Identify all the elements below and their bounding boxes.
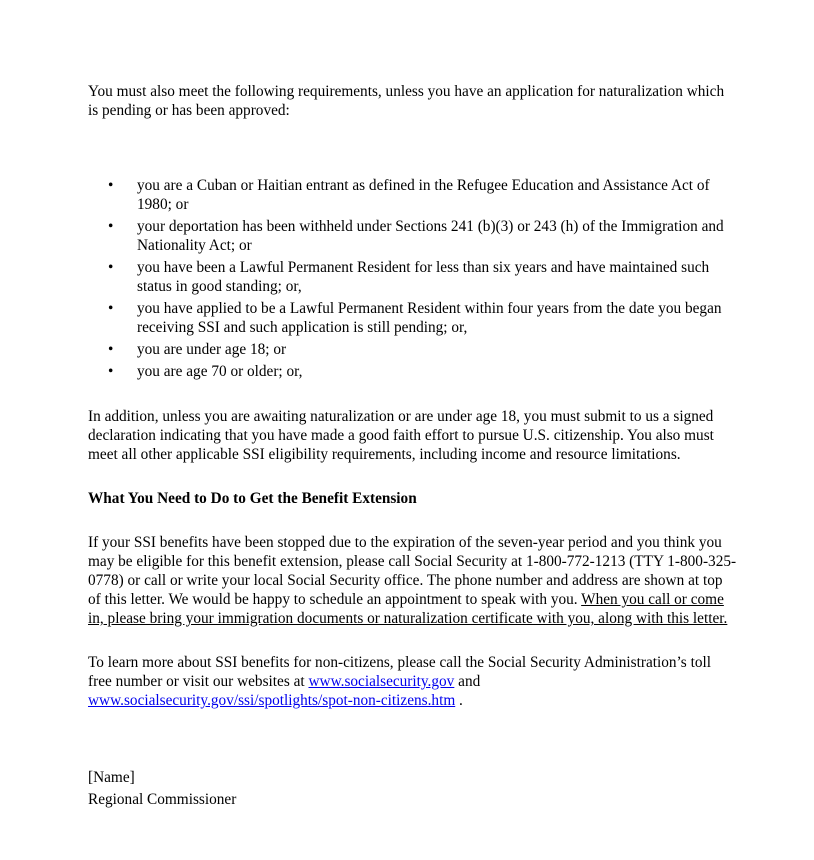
bullet-icon: •: [108, 177, 114, 194]
signer-title: Regional Commissioner: [88, 791, 237, 808]
requirements-list: [88, 176, 738, 381]
learn-more-paragraph: To learn more about SSI benefits for non-citizens, please call the Social Security Administration’s toll free number or visit our websites at www.socialsecurity.gov and www.socialsecurity.gov/ssi/spotlights/spot-non-citizens.htm .: [88, 654, 711, 709]
bullet-icon: •: [108, 259, 114, 276]
signature-block: [88, 767, 738, 811]
socialsecurity-link[interactable]: www.socialsecurity.gov: [308, 673, 455, 690]
section-heading: What You Need to Do to Get the Benefit Extension: [88, 490, 417, 507]
list-item: • you are under age 18; or: [108, 341, 287, 358]
underlined-instruction: When you call or come in, please bring your immigration documents or naturalization certificate with you, along with this letter.: [88, 591, 728, 627]
letter-page: [88, 82, 738, 811]
bullet-icon: •: [108, 218, 114, 235]
list-item: • you have been a Lawful Permanent Resident for less than six years and have maintained such status in good standing; or,: [108, 259, 710, 295]
instructions-paragraph: If your SSI benefits have been stopped due to the expiration of the seven-year period and you think you may be eligible for this benefit extension, please call Social Security at 1-800-772-1213 (TTY 1-800-325-0778) or call or write your local Social Security office. The phone number and address are shown at top of this letter. We would be happy to schedule an appointment to speak with you. When you call or come in, please bring your immigration documents or naturalization certificate with you, along with this letter.: [88, 534, 737, 627]
bullet-icon: •: [108, 363, 114, 380]
non-citizens-spotlight-link[interactable]: www.socialsecurity.gov/ssi/spotlights/spot-non-citizens.htm: [88, 692, 456, 709]
addition-paragraph: In addition, unless you are awaiting naturalization or are under age 18, you must submit to us a signed declaration indicating that you have made a good faith effort to pursue U.S. citizenship. You also must meet all other applicable SSI eligibility requirements, including income and resource limitations.: [88, 408, 714, 463]
list-item: • you have applied to be a Lawful Permanent Resident within four years from the date you began receiving SSI and such application is still pending; or,: [108, 300, 722, 336]
list-item: • your deportation has been withheld under Sections 241 (b)(3) or 243 (h) of the Immigration and Nationality Act; or: [108, 218, 724, 254]
list-item: • you are a Cuban or Haitian entrant as defined in the Refugee Education and Assistance Act of 1980; or: [108, 177, 710, 213]
signer-name: [Name]: [88, 769, 135, 786]
intro-paragraph: You must also meet the following requirements, unless you have an application for naturalization which is pending or has been approved:: [88, 83, 725, 119]
list-item: • you are age 70 or older; or,: [108, 363, 303, 380]
bullet-icon: •: [108, 341, 114, 358]
bullet-icon: •: [108, 300, 114, 317]
